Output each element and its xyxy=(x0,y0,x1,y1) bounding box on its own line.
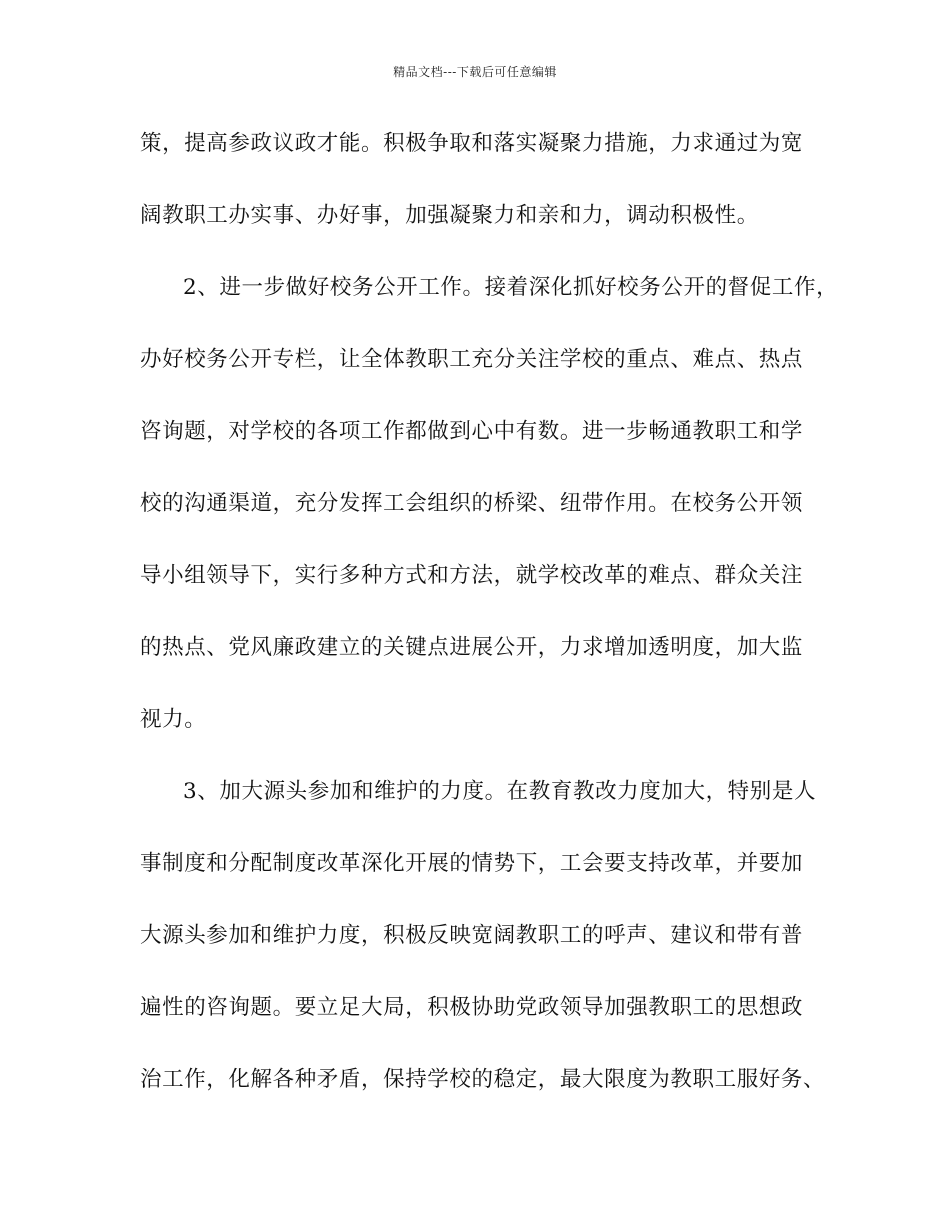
text-line: 办好校务公开专栏，让全体教职工充分关注学校的重点、难点、热点 xyxy=(140,347,804,372)
text-line: 遍性的咨询题。要立足大局，积极协助党政领导加强教职工的思想政 xyxy=(140,995,804,1020)
text-line: 大源头参加和维护力度，积极反映宽阔教职工的呼声、建议和带有普 xyxy=(140,923,804,948)
text-line: 策，提高参政议政才能。积极争取和落实凝聚力措施，力求通过为宽 xyxy=(140,131,804,156)
text-line: 的热点、党风廉政建立的关键点进展公开，力求增加透明度，加大监 xyxy=(140,635,804,660)
text-line: 校的沟通渠道，充分发挥工会组织的桥梁、纽带作用。在校务公开领 xyxy=(140,491,804,516)
text-line: 2、进一步做好校务公开工作。接着深化抓好校务公开的督促工作， xyxy=(183,275,839,300)
text-line: 3、加大源头参加和维护的力度。在教育教改力度加大，特别是人 xyxy=(183,779,817,804)
page-header: 精品文档---下载后可任意编辑 xyxy=(393,65,557,79)
text-line: 阔教职工办实事、办好事，加强凝聚力和亲和力，调动积极性。 xyxy=(140,203,759,228)
text-line: 事制度和分配制度改革深化开展的情势下，工会要支持改革，并要加 xyxy=(140,851,804,876)
text-line: 咨询题，对学校的各项工作都做到心中有数。进一步畅通教职工和学 xyxy=(140,419,804,444)
text-line: 视力。 xyxy=(140,707,207,732)
text-line: 导小组领导下，实行多种方式和方法，就学校改革的难点、群众关注 xyxy=(140,563,804,588)
document-body xyxy=(140,122,839,1130)
text-line: 治工作，化解各种矛盾，保持学校的稳定，最大限度为教职工服好务、 xyxy=(140,1067,826,1092)
